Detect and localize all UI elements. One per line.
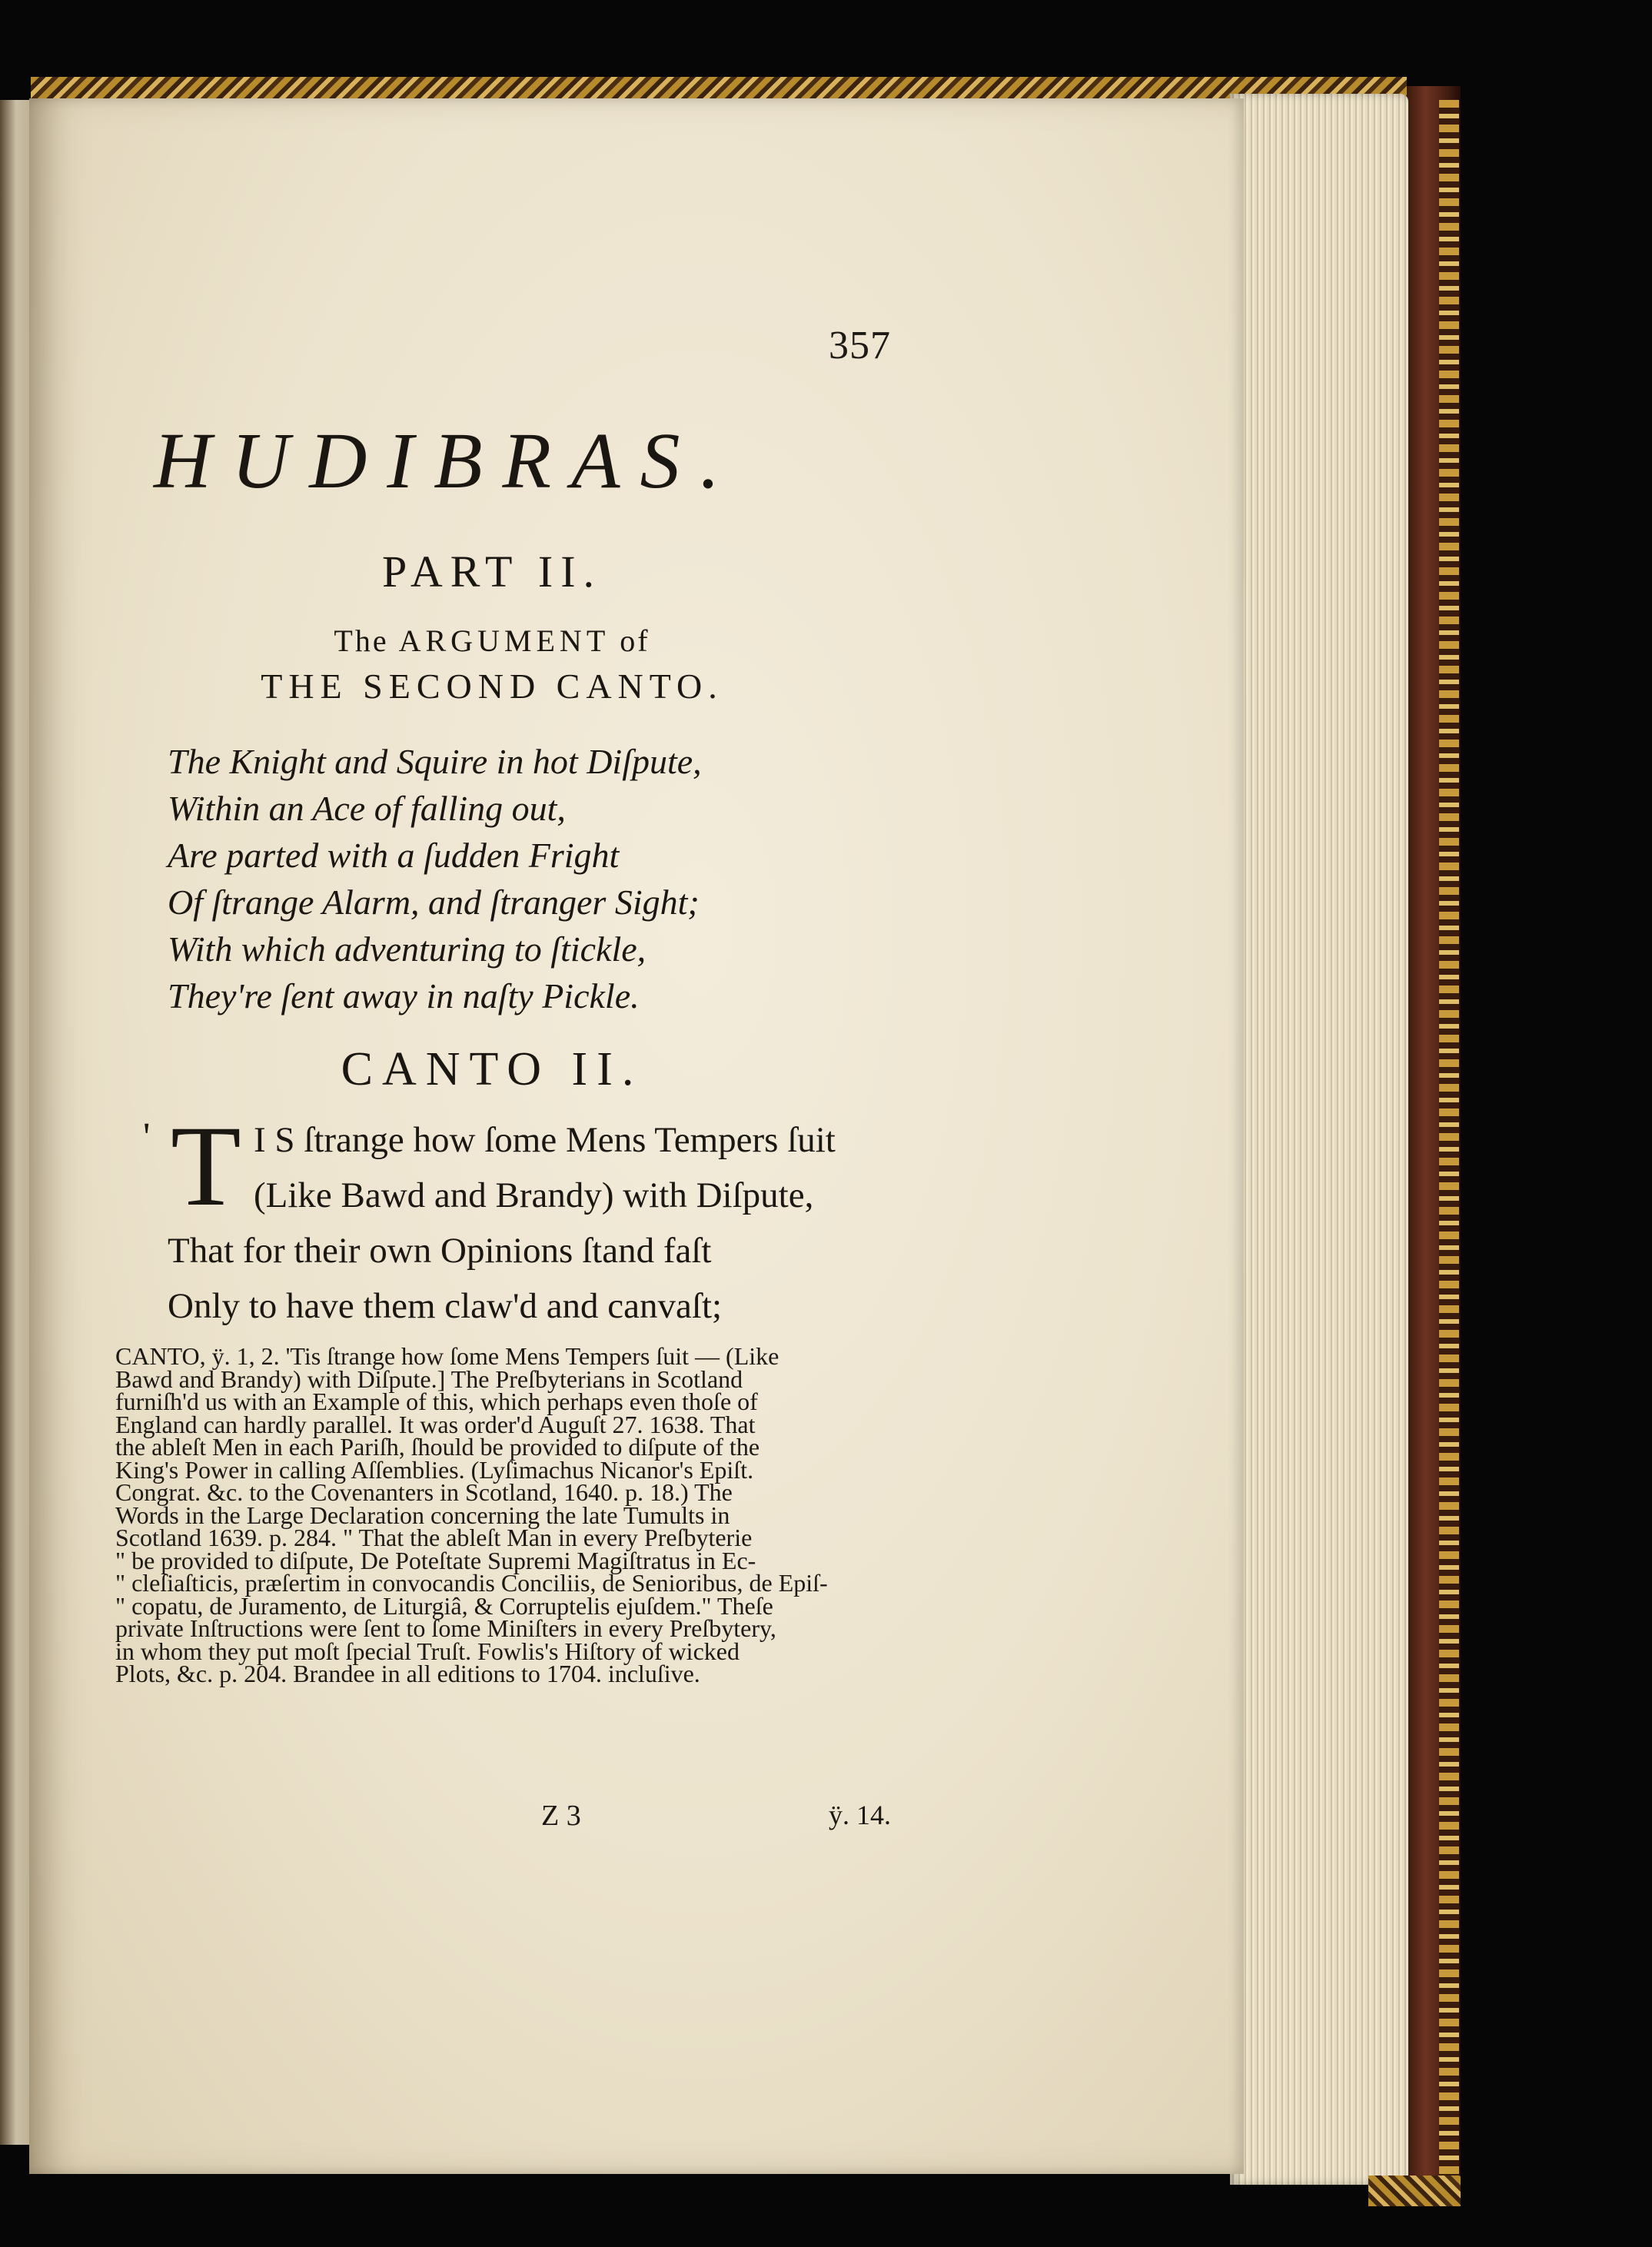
gilt-border-right bbox=[1439, 100, 1459, 2176]
facing-page-edge bbox=[0, 100, 29, 2145]
argument-heading-suffix: of bbox=[620, 623, 650, 658]
catchword: ÿ. 14. bbox=[829, 1800, 891, 1830]
argument-heading-caps: ARGUMENT bbox=[398, 623, 610, 658]
footnote-line: furniſh'd us with an Example of this, which perhaps even thoſe of bbox=[115, 1388, 758, 1415]
footnote-line: Words in the Large Declaration concerning the late Tumults in bbox=[115, 1501, 730, 1529]
footnote-line: in whom they put moſt ſpecial Truſt. Fowlis's Hiſtory of wicked bbox=[115, 1637, 740, 1665]
signature-mark: Z 3 bbox=[541, 1800, 581, 1832]
opening-apostrophe: ' bbox=[143, 1115, 151, 1159]
footnote-line: Scotland 1639. p. 284. " That the ableſt Man in every Preſbyterie bbox=[115, 1524, 753, 1551]
footnote-line: " cleſiaſticis, præſertim in convocandis Conciliis, de Senioribus, de Epiſ- bbox=[115, 1569, 828, 1597]
footnote-line: " copatu, de Juramento, de Liturgiâ, & Corruptelis ejuſdem." Theſe bbox=[115, 1591, 773, 1620]
argument-heading bbox=[154, 623, 830, 659]
footnote-line: private Inſtructions were ſent to ſome Miniſters in every Preſbytery, bbox=[115, 1614, 776, 1642]
page-title: HUDIBRAS. bbox=[154, 417, 740, 505]
canto-verse-line: That for their own Opinions ſtand faſt bbox=[168, 1231, 712, 1271]
footnote-line: Congrat. &c. to the Covenanters in Scotland, 1640. p. 18.) The bbox=[115, 1478, 733, 1506]
footnote-line: " be provided to diſpute, De Poteſtate Supremi Magiſtratus in Ec- bbox=[115, 1546, 756, 1574]
verse-line: They're ſent away in naſty Pickle. bbox=[168, 976, 640, 1015]
verse-line: The Knight and Squire in hot Diſpute, bbox=[168, 742, 702, 781]
verse-line: Are parted with a ſudden Fright bbox=[168, 836, 620, 875]
footnote-line: CANTO, ÿ. 1, 2. 'Tis ſtrange how ſome Mens Tempers ſuit — (Like bbox=[115, 1342, 779, 1370]
page-number: 357 bbox=[829, 324, 891, 367]
part-heading: PART II. bbox=[381, 547, 603, 597]
footnote bbox=[115, 1342, 907, 1687]
gilt-border-bottom bbox=[1368, 2176, 1461, 2206]
footnote-line: Bawd and Brandy) with Diſpute.] The Preſbyterians in Scotland bbox=[115, 1364, 743, 1393]
footnote-line: England can hardly parallel. It was order'd Auguſt 27. 1638. That bbox=[115, 1410, 756, 1438]
page-block-edges bbox=[1230, 94, 1408, 2185]
verse-line: Of ſtrange Alarm, and ſtranger Sight; bbox=[168, 883, 700, 922]
footnote-line: King's Power in calling Aſſemblies. (Lyſimachus Nicanor's Epiſt. bbox=[115, 1455, 754, 1484]
verse-line: Within an Ace of falling out, bbox=[168, 789, 566, 828]
canto-subtitle: THE SECOND CANTO. bbox=[261, 666, 723, 706]
argument-heading-prefix: The bbox=[334, 623, 389, 658]
canto-heading: CANTO II. bbox=[341, 1043, 643, 1095]
drop-cap: T bbox=[171, 1102, 241, 1230]
canto-verse-line: Only to have them claw'd and canvaſt; bbox=[168, 1286, 723, 1326]
canto-verse-line: (Like Bawd and Brandy) with Diſpute, bbox=[254, 1175, 814, 1215]
footnote-line: the ableſt Men in each Pariſh, ſhould be provided to diſpute of the bbox=[115, 1433, 760, 1461]
verse-line: With which adventuring to ſtickle, bbox=[168, 929, 647, 969]
argument-verse bbox=[168, 738, 859, 1019]
canto-verse-line: I S ſtrange how ſome Mens Tempers ſuit bbox=[254, 1120, 836, 1160]
footnote-line: Plots, &c. p. 204. Brandee in all editions to 1704. incluſive. bbox=[115, 1660, 700, 1687]
